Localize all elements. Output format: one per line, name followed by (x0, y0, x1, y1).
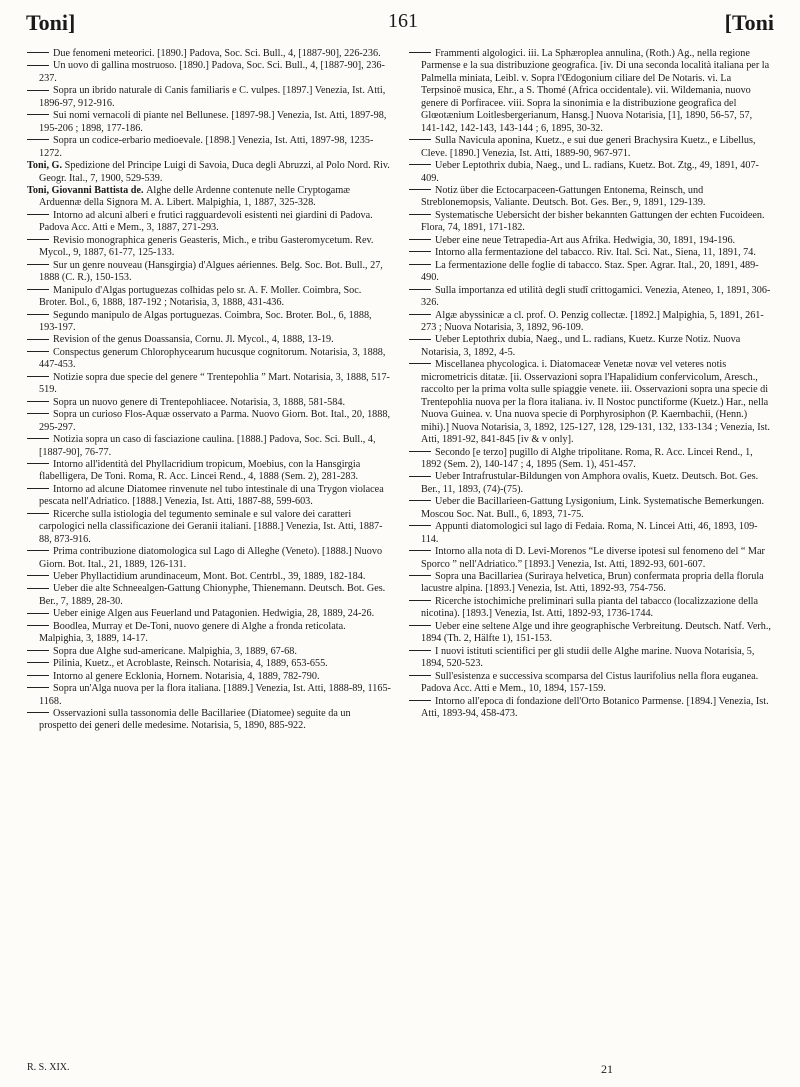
entry-text: Ueber eine seltene Alge und ihre geographische Verbreitung. Deutsch. Natf. Verh., 1894 (Th. 2, Hälfte 1), 151-153. (421, 620, 771, 645)
ditto-dash (27, 650, 49, 651)
bibliography-entry (27, 160, 391, 185)
entry-text: Sur un genre nouveau (Hansgirgia) d'Algues aériennes. Belg. Soc. Bot. Bull., 27, 1888 (C. R.), 150-153. (39, 259, 383, 284)
ditto-dash (409, 575, 431, 576)
ditto-dash (409, 52, 431, 53)
ditto-dash (27, 413, 49, 414)
bibliography-entry (27, 210, 391, 235)
bibliography-entry (409, 671, 773, 696)
ditto-dash (409, 550, 431, 551)
entry-text: Alghe delle Ardenne contenute nelle Cryptogamæ Arduennæ della Signora M. A. Libert. Malpighia, 1, 1887, 325-328. (39, 184, 351, 209)
ditto-dash (409, 500, 431, 501)
entry-text: Miscellanea phycologica. i. Diatomaceæ Venetæ novæ vel veteres notis micrometricis ditatæ. [ii. Osservazioni sopra l'Hapalidium confervicolum, Aresch., raccolto per la prima volta sulle spiaggie venete. iii. Osservazioni sopra una specie di Trentepohlia nuova per la flora italiana. iv. Il Nostoc punctiforme (Kuetz.) Har., nella Nuova Guinea. v. Una nuova specie di Porphyrosiphon (P. Kaernbachii, (Henn.) mihi).] Nuova Notarisia, 3, 1892, 125-127, 128, 129-131, 132, 133-134 ; Venezia, Ist. Atti, 1891-92, 841-845 [iv & v only]. (421, 359, 770, 446)
bibliography-entry (27, 571, 391, 583)
ditto-dash (409, 625, 431, 626)
bibliography-entry (27, 546, 391, 571)
running-header (26, 10, 774, 40)
entry-text: Sulla importanza ed utilità degli studî crittogamici. Venezia, Ateneo, 1, 1891, 306-326. (421, 284, 771, 309)
bibliography-entry (27, 334, 391, 346)
entry-text: Sopra un nuovo genere di Trentepohliacee. Notarisia, 3, 1888, 581-584. (53, 396, 345, 408)
ditto-dash (27, 264, 49, 265)
ditto-dash (27, 314, 49, 315)
ditto-dash (409, 239, 431, 240)
entry-text: Spedizione del Principe Luigi di Savoia, Duca degli Abruzzi, al Polo Nord. Riv. Geogr. Ital., 7, 1900, 529-539. (39, 160, 390, 184)
ditto-dash (27, 463, 49, 464)
bibliography-entry (27, 434, 391, 459)
ditto-dash (409, 289, 431, 290)
entry-text: Ueber Leptothrix dubia, Naeg., und L. radians, Kuetz. Kurze Notiz. Nuova Notarisia, 3, 1892, 4-5. (421, 334, 741, 358)
ditto-dash (27, 351, 49, 352)
entry-text: Due fenomeni meteorici. [1890.] Padova, Soc. Sci. Bull., 4, [1887-90], 226-236. (53, 48, 381, 59)
entry-author: Toni, Giovanni Battista de. (27, 184, 147, 196)
bibliography-entry (27, 621, 391, 646)
bibliography-entry (27, 459, 391, 484)
entry-text: Ueber die Bacillarieen-Gattung Lysigonium, Link. Systematische Bemerkungen. Moscou Soc. Nat. Bull., 6, 1893, 71-75. (421, 496, 765, 520)
entry-text: Intorno ad alcuni alberi e frutici ragguardevoli esistenti nei giardini di Padova. Padova Acc. Atti e Mem., 3, 1887, 271-293. (39, 209, 373, 234)
entry-text: Segundo manipulo de Algas portuguezas. Coimbra, Soc. Broter. Bol., 6, 1888, 193-197. (39, 309, 372, 333)
bibliography-entry (409, 334, 773, 359)
header-right: [Toni (724, 10, 774, 35)
entry-text: Pilinia, Kuetz., et Acroblaste, Reinsch. Notarisia, 4, 1889, 653-655. (53, 658, 328, 670)
ditto-dash (27, 52, 49, 53)
ditto-dash (27, 625, 49, 626)
ditto-dash (27, 613, 49, 614)
ditto-dash (27, 588, 49, 589)
entry-text: Sull'esistenza e successiva scomparsa del Cistus laurifolius nella flora euganea. Padova Acc. Atti e Mem., 10, 1894, 157-159. (421, 670, 759, 695)
ditto-dash (409, 139, 431, 140)
entry-text: Conspectus generum Chlorophycearum hucusque cognitorum. Notarisia, 3, 1888, 447-453. (39, 346, 386, 371)
bibliography-entry (409, 310, 773, 335)
signature-mark: R. S. XIX. (27, 1062, 70, 1073)
ditto-dash (409, 476, 431, 477)
entry-text: Ueber Phyllactidium arundinaceum, Mont. Bot. Centrbl., 39, 1889, 182-184. (53, 571, 366, 583)
entry-text: Revisio monographica generis Geasteris, Mich., e tribu Gasteromycetum. Rev. Mycol., 9, 1887, 61-77, 125-133. (39, 234, 374, 259)
bibliography-entry (409, 48, 773, 135)
ditto-dash (27, 675, 49, 676)
ditto-dash (409, 189, 431, 190)
ditto-dash (409, 525, 431, 526)
ditto-dash (27, 513, 49, 514)
entry-text: Notiz über die Ectocarpaceen-Gattungen Entonema, Reinsch, und Streblonemopsis, Valiante. Deutsch. Bot. Ges. Ber., 9, 1891, 129-139. (421, 184, 706, 209)
bibliography-entry (27, 708, 391, 733)
bibliography-entry (27, 683, 391, 708)
gathering-number: 21 (601, 1062, 613, 1076)
entry-text: Sopra un ibrido naturale di Canis familiaris e C. vulpes. [1897.] Venezia, Ist. Atti, 1896-97, 912-916. (39, 85, 386, 109)
entry-text: Ueber eine neue Tetrapedia-Art aus Afrika. Hedwigia, 30, 1891, 194-196. (435, 234, 736, 246)
ditto-dash (409, 314, 431, 315)
entry-text: Notizia sopra un caso di fasciazione caulina. [1888.] Padova, Soc. Sci. Bull., 4, [1887-90], 76-77. (39, 434, 376, 458)
bibliography-entry (27, 285, 391, 310)
entry-text: Osservazioni sulla tassonomia delle Bacillariee (Diatomee) seguite da un prospetto dei generi delle medesime. Notarisia, 5, 1890, 885-922. (39, 708, 351, 732)
ditto-dash (27, 662, 49, 663)
entry-text: Sopra un'Alga nuova per la flora italiana. [1889.] Venezia, Ist. Atti, 1888-89, 1165-1168. (39, 683, 391, 707)
entry-text: Frammenti algologici. iii. La Sphæroplea annulina, (Roth.) Ag., nella regione Parmense e la sua distribuzione geografica. [iv. Di una seconda località italiana per la Palmella miniata, Leibl. v. Sopra l'Œdogonium ciliare del De Notaris. vi. La Terpsinoë musica, Ehr., a S. Thomé (Africa occidentale). vii. Wildemania, nuovo genere di Porfiracee. viii. Sopra la sinonimia e la distribuzione geografica del Glœotænium Loitlesbergerianum, Hansg.] Nuova Notarisia, [1], 1890, 56-57, 57, 141-142, 142-143, 143-144 ; 6, 1895, 30-32. (421, 48, 770, 134)
bibliography-entry (27, 310, 391, 335)
entry-text: Ueber Intrafrustular-Bildungen von Amphora ovalis, Kuetz. Deutsch. Bot. Ges. Ber., 11, 1893, (74)-(75). (421, 471, 759, 495)
ditto-dash (27, 575, 49, 576)
ditto-dash (27, 289, 49, 290)
bibliography-entry (409, 571, 773, 596)
entry-text: Sui nomi vernacoli di piante nel Bellunese. [1897-98.] Venezia, Ist. Atti, 1897-98, 195-206 ; 1898, 177-186. (39, 110, 387, 134)
ditto-dash (27, 550, 49, 551)
bibliography-entry (409, 135, 773, 160)
bibliography-entry (409, 596, 773, 621)
bibliography-entry (409, 235, 773, 247)
bibliography-entry (27, 110, 391, 135)
bibliography-entry (409, 646, 773, 671)
ditto-dash (409, 650, 431, 651)
entry-text: Sopra un codice-erbario medioevale. [1898.] Venezia, Ist. Atti, 1897-98, 1235-1272. (39, 135, 374, 159)
ditto-dash (409, 600, 431, 601)
entry-text: Ueber Leptothrix dubia, Naeg., und L. radians, Kuetz. Bot. Ztg., 49, 1891, 407-409. (421, 160, 759, 184)
entry-text: Appunti diatomologici sul lago di Fedaia. Roma, N. Lincei Atti, 46, 1893, 109-114. (421, 521, 758, 545)
ditto-dash (27, 438, 49, 439)
entry-text: Systematische Uebersicht der bisher bekannten Gattungen der echten Fucoideen. Flora, 74, 1891, 171-182. (421, 209, 765, 234)
entry-text: Prima contribuzione diatomologica sul Lago di Alleghe (Veneto). [1888.] Nuovo Giorn. Bot. Ital., 21, 1889, 126-131. (39, 546, 383, 570)
ditto-dash (409, 675, 431, 676)
bibliography-entry (27, 484, 391, 509)
bibliography-entry (409, 160, 773, 185)
bibliography-entry (409, 210, 773, 235)
ditto-dash (409, 164, 431, 165)
header-left: Toni] (26, 10, 76, 35)
bibliography-entry (409, 260, 773, 285)
bibliography-entry (27, 397, 391, 409)
entry-text: Intorno all'identità del Phyllacridium tropicum, Moebius, con la Hansgirgia flabelligera, De Toni. Roma, R. Acc. Lincei Rend., 4, 1888 (Sem. 2), 281-283. (39, 458, 361, 483)
ditto-dash (27, 488, 49, 489)
ditto-dash (409, 700, 431, 701)
entry-text: Sopra due Alghe sud-americane. Malpighia, 3, 1889, 67-68. (53, 645, 297, 657)
ditto-dash (27, 214, 49, 215)
entry-text: Un uovo di gallina mostruoso. [1890.] Padova, Soc. Sci. Bull., 4, [1887-90], 236-237. (39, 60, 385, 84)
ditto-dash (27, 90, 49, 91)
right-column (409, 48, 773, 720)
ditto-dash (409, 451, 431, 452)
bibliography-entry (27, 509, 391, 546)
bibliography-entry (27, 347, 391, 372)
bibliography-entry (27, 260, 391, 285)
ditto-dash (27, 65, 49, 66)
bibliography-entry (27, 608, 391, 620)
entry-text: La fermentazione delle foglie di tabacco. Staz. Sper. Agrar. Ital., 20, 1891, 489-490. (421, 259, 759, 284)
bibliography-entry (27, 658, 391, 670)
bibliography-entry (409, 621, 773, 646)
page-footer (27, 1062, 773, 1078)
entry-text: I nuovi istituti scientifici per gli studii delle Alghe marine. Nuova Notarisia, 5, 1894, 520-523. (421, 645, 755, 670)
entry-text: Boodlea, Murray et De-Toni, nuovo genere di Alghe a fronda reticolata. Malpighia, 3, 1889, 14-17. (39, 620, 346, 645)
bibliography-entry (409, 696, 773, 721)
bibliography-entry (27, 646, 391, 658)
bibliography-entry (409, 496, 773, 521)
entry-text: Revision of the genus Doassansia, Cornu. Jl. Mycol., 4, 1888, 13-19. (53, 334, 334, 346)
bibliography-entry (27, 48, 391, 60)
entry-text: Intorno alla fermentazione del tabacco. Riv. Ital. Sci. Nat., Siena, 11, 1891, 74. (435, 247, 756, 259)
entry-text: Ricerche sulla istiologia del tegumento seminale e sul valore dei caratteri carpologici nella classificazione dei Geranii italiani. [1888.] Venezia, Ist. Atti, 1887-88, 873-916. (39, 508, 383, 545)
bibliography-entry (409, 285, 773, 310)
bibliography-entry (409, 185, 773, 210)
entry-text: Intorno alla nota di D. Levi-Morenos “Le diverse ipotesi sul fenomeno del “ Mar Sporco ” nell'Adriatico.” [1893.] Venezia, Ist. Atti, 1892-93, 601-607. (421, 546, 765, 570)
bibliography-entry (27, 409, 391, 434)
page-number: 161 (388, 10, 418, 32)
entry-text: Ueber die alte Schneealgen-Gattung Chionyphe, Thienemann. Deutsch. Bot. Ges. Ber., 7, 1889, 28-30. (39, 583, 386, 607)
ditto-dash (409, 363, 431, 364)
entry-text: Notizie sopra due specie del genere “ Trentepohlia ” Mart. Notarisia, 3, 1888, 517-519. (39, 371, 390, 396)
bibliography-entry (409, 359, 773, 446)
ditto-dash (27, 712, 49, 713)
entry-text: Algæ abyssinicæ a cl. prof. O. Penzig collectæ. [1892.] Malpighia, 5, 1891, 261-273 ; Nuova Notarisia, 3, 1892, 96-109. (421, 309, 764, 333)
entry-text: Intorno all'epoca di fondazione dell'Orto Botanico Parmense. [1894.] Venezia, Ist. Atti, 1893-94, 458-473. (421, 695, 769, 720)
bibliography-entry (409, 247, 773, 259)
ditto-dash (27, 114, 49, 115)
entry-text: Manipulo d'Algas portuguezas colhidas pelo sr. A. F. Moller. Coimbra, Soc. Broter. Bol., 6, 1888, 187-192 ; Notarisia, 3, 1888, 431-436. (39, 284, 362, 309)
ditto-dash (27, 139, 49, 140)
entry-text: Sopra una Bacillariea (Suriraya helvetica, Brun) confermata propria della florula lacustre alpina. [1893.] Venezia, Ist. Atti, 1892-93, 754-756. (421, 571, 764, 595)
ditto-dash (27, 339, 49, 340)
ditto-dash (409, 264, 431, 265)
entry-text: Sopra un curioso Flos-Aquæ osservato a Parma. Nuovo Giorn. Bot. Ital., 20, 1888, 295-297. (39, 409, 391, 433)
ditto-dash (27, 239, 49, 240)
entry-text: Intorno ad alcune Diatomee rinvenute nel tubo intestinale di una Trygon violacea pescata nell'Adriatico. [1888.] Venezia, Ist. Atti, 1887-88, 599-603. (39, 483, 384, 508)
ditto-dash (27, 401, 49, 402)
ditto-dash (409, 339, 431, 340)
bibliography-entry (409, 546, 773, 571)
bibliography-entry (409, 447, 773, 472)
bibliography-entry (27, 671, 391, 683)
ditto-dash (409, 214, 431, 215)
bibliography-entry (27, 60, 391, 85)
ditto-dash (409, 251, 431, 252)
left-column (27, 48, 391, 733)
bibliography-entry (27, 185, 391, 210)
bibliography-entry (409, 471, 773, 496)
entry-author: Toni, G. (27, 160, 65, 172)
ditto-dash (27, 376, 49, 377)
bibliography-entry (27, 85, 391, 110)
bibliography-entry (27, 372, 391, 397)
bibliography-entry (27, 235, 391, 260)
bibliography-entry (27, 583, 391, 608)
entry-text: Secondo [e terzo] pugillo di Alghe tripolitane. Roma, R. Acc. Lincei Rend., 1, 1892 (Sem. 2), 140-147 ; 4, 1895 (Sem. 1), 451-457. (421, 446, 753, 470)
bibliography-entry (409, 521, 773, 546)
entry-text: Ueber einige Algen aus Feuerland und Patagonien. Hedwigia, 28, 1889, 24-26. (53, 608, 375, 620)
entry-text: Ricerche istochimiche preliminari sulla pianta del tabacco (localizzazione della nicotina). [1893.] Venezia, Ist. Atti, 1892-93, 1736-1744. (421, 595, 759, 620)
bibliography-entry (27, 135, 391, 160)
entry-text: Sulla Navicula aponina, Kuetz., e sui due generi Brachysira Kuetz., e Libellus, Cleve. [1890.] Venezia, Ist. Atti, 1889-90, 967-971. (421, 135, 756, 159)
entry-text: Intorno al genere Ecklonia, Hornem. Notarisia, 4, 1889, 782-790. (53, 670, 320, 682)
ditto-dash (27, 687, 49, 688)
